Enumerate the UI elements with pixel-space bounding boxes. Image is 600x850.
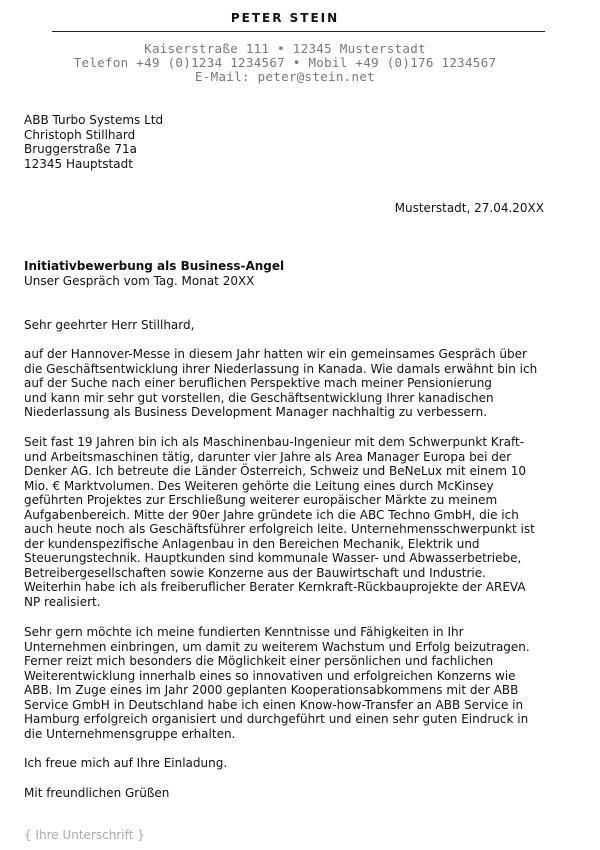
recipient-person: Christoph Stillhard <box>24 127 136 142</box>
paragraph-line: der kundenspezifische Anlagenbau in den Bereichen Mechanik, Elektrik und <box>24 536 480 551</box>
paragraph-line: und kann mir sehr gut vorstellen, die Geschäftsentwicklung Ihrer kanadischen <box>24 390 494 405</box>
paragraph-line: Aufgabenbereich. Mitte der 90er Jahre gründete ich die ABC Techno GmbH, die ich <box>24 507 519 522</box>
paragraph-line: auf der Hannover-Messe in diesem Jahr hatten wir ein gemeinsames Gespräch über <box>24 347 527 361</box>
recipient-address <box>24 113 564 171</box>
paragraph-line: geführten Projektes zur Erschließung weiterer europäischer Märkte zu meinem <box>24 493 498 507</box>
paragraph-line: NP realisiert. <box>24 594 101 609</box>
sender-phone: Telefon +49 (0)1234 1234567 • Mobil +49 (0)176 1234567 <box>73 55 497 70</box>
paragraph-line: Unternehmen einbringen, um damit zu weiterem Wachstum und Erfolg beizutragen. <box>24 639 530 654</box>
paragraph-line: Steuerungstechnik. Hauptkunden sind kommunale Wasser- und Abwasserbetriebe, <box>24 551 522 565</box>
closing-greeting: Mit freundlichen Grüßen <box>24 786 170 800</box>
paragraph-line: Sehr gern möchte ich meine fundierten Kenntnisse und Fähigkeiten in Ihr <box>24 625 464 639</box>
paragraph-line: auch heute noch als Geschäftsführer erfolgreich leite. Unternehmensschwerpunkt ist <box>24 522 535 536</box>
paragraph-intro <box>24 347 564 420</box>
paragraph-line: die Unternehmensgruppe erhalten. <box>24 726 236 741</box>
salutation: Sehr geehrter Herr Stillhard, <box>24 318 195 332</box>
paragraph-line: Denker AG. Ich betreute die Länder Österreich, Schweiz und BeNeLux mit einem 10 <box>24 464 526 478</box>
subject-title: Initiativbewerbung als Business-Angel <box>24 259 285 273</box>
letter-date: Musterstadt, 27.04.20XX <box>394 201 544 215</box>
subject-reference: Unser Gespräch vom Tag. Monat 20XX <box>24 273 255 288</box>
paragraph-line: ABB. Im Zuge eines im Jahr 2000 geplanten Kooperationsabkommens mit der ABB <box>24 683 519 697</box>
subject-block <box>24 259 564 288</box>
paragraph-line: Seit fast 19 Jahren bin ich als Maschinenbau-Ingenieur mit dem Schwerpunkt Kraft- <box>24 435 525 449</box>
paragraph-line: und Arbeitsmaschinen tätig, darunter vier Jahre als Area Manager Europa bei der <box>24 449 512 464</box>
paragraph-experience <box>24 435 564 609</box>
header-divider <box>52 31 545 32</box>
paragraph-line: Hamburg erfolgreich organisiert und durchgeführt und einen sehr guten Eindruck in <box>24 712 529 726</box>
sender-name: PETER STEIN <box>230 11 340 25</box>
paragraph-line: Service GmbH in Deutschland habe ich einen Know-how-Transfer an ABB Service in <box>24 697 524 712</box>
paragraph-line: auf der Suche nach einer beruflichen Perspektive mach meiner Pensionierung <box>24 376 492 390</box>
recipient-street: Bruggerstraße 71a <box>24 142 137 156</box>
signature-placeholder: { Ihre Unterschrift } <box>24 828 145 842</box>
sender-email: E-Mail: peter@stein.net <box>195 69 375 84</box>
sender-address: Kaiserstraße 111 • 12345 Musterstadt <box>144 41 426 56</box>
paragraph-line: die Geschäftsentwicklung ihrer Niederlassung in Kanada. Wie damals erwähnt bin ich <box>24 361 538 376</box>
paragraph-line: Mio. € Marktvolumen. Des Weiteren gehörte die Leitung eines durch McKinsey <box>24 478 494 493</box>
paragraph-line: Weiterentwicklung innerhalb eines so innovativen und erfolgreichen Konzerns wie <box>24 668 516 683</box>
closing-invitation: Ich freue mich auf Ihre Einladung. <box>24 756 228 770</box>
paragraph-motivation <box>24 625 564 741</box>
recipient-company: ABB Turbo Systems Ltd <box>24 113 164 127</box>
paragraph-line: Betreibergesellschaften sowie Konzerne aus der Bauwirtschaft und Industrie. <box>24 565 486 580</box>
recipient-city: 12345 Hauptstadt <box>24 156 133 171</box>
paragraph-line: Niederlassung als Business Development Manager nachhaltig zu verbessern. <box>24 405 488 419</box>
paragraph-line: Ferner reizt mich besonders die Möglichkeit einer persönlichen und fachlichen <box>24 654 494 668</box>
paragraph-line: Weiterhin habe ich als freiberuflicher Berater Kernkraft-Rückbauprojekte der AREVA <box>24 580 526 594</box>
